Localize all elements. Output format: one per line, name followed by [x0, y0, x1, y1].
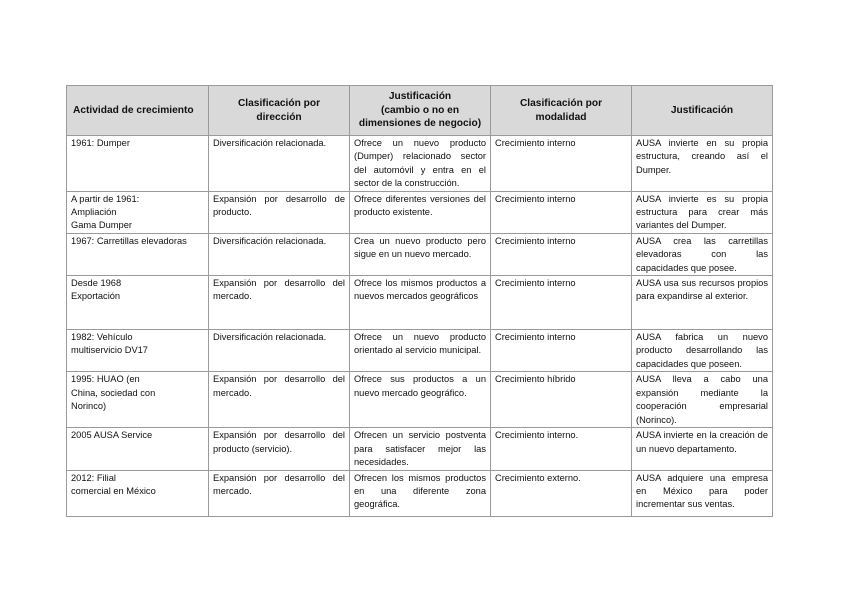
header-justificacion-modalidad: Justificación	[632, 86, 773, 136]
cell-direccion: Diversificación relacionada.	[209, 136, 350, 192]
cell-justificacion-modalidad: AUSA fabrica un nuevo producto desarrollando las capacidades que poseen.	[632, 330, 773, 372]
cell-justificacion-modalidad: AUSA invierte en su propia estructura, creando así el Dumper.	[632, 136, 773, 192]
cell-justificacion-dimension: Ofrecen un servicio postventa para satisfacer mejor las necesidades.	[350, 428, 491, 470]
cell-actividad: 1995: HUAO (en China, sociedad con Norinco)	[67, 372, 209, 428]
header-justificacion-dimension: Justificación (cambio o no en dimensiones de negocio)	[350, 86, 491, 136]
cell-direccion: Diversificación relacionada.	[209, 233, 350, 275]
cell-justificacion-modalidad: AUSA crea las carretillas elevadoras con las capacidades que posee.	[632, 233, 773, 275]
cell-actividad: 1961: Dumper	[67, 136, 209, 192]
cell-direccion: Diversificación relacionada.	[209, 330, 350, 372]
cell-justificacion-dimension: Ofrece los mismos productos a nuevos mercados geográficos	[350, 276, 491, 330]
cell-justificacion-dimension: Ofrecen los mismos productos en una diferente zona geográfica.	[350, 470, 491, 516]
header-clasificacion-modalidad: Clasificación por modalidad	[491, 86, 632, 136]
cell-modalidad: Crecimiento interno	[491, 330, 632, 372]
cell-modalidad: Crecimiento híbrido	[491, 372, 632, 428]
cell-modalidad: Crecimiento interno	[491, 136, 632, 192]
table-row	[67, 233, 773, 275]
cell-justificacion-modalidad: AUSA usa sus recursos propios para expandirse al exterior.	[632, 276, 773, 330]
cell-actividad: Desde 1968 Exportación	[67, 276, 209, 330]
cell-justificacion-modalidad: AUSA invierte en la creación de un nuevo departamento.	[632, 428, 773, 470]
cell-actividad: 1982: Vehículo multiservicio DV17	[67, 330, 209, 372]
table-row	[67, 276, 773, 330]
cell-justificacion-dimension: Ofrece un nuevo producto (Dumper) relacionado sector del automóvil y entra en el sector de la construcción.	[350, 136, 491, 192]
cell-justificacion-modalidad: AUSA lleva a cabo una expansión mediante la cooperación empresarial (Norinco).	[632, 372, 773, 428]
cell-actividad: 2012: Filial comercial en México	[67, 470, 209, 516]
cell-justificacion-modalidad: AUSA invierte es su propia estructura para crear más variantes del Dumper.	[632, 191, 773, 233]
cell-direccion: Expansión por desarrollo del mercado.	[209, 276, 350, 330]
cell-justificacion-dimension: Crea un nuevo producto pero sigue en un nuevo mercado.	[350, 233, 491, 275]
cell-direccion: Expansión por desarrollo del mercado.	[209, 372, 350, 428]
cell-justificacion-modalidad: AUSA adquiere una empresa en México para poder incrementar sus ventas.	[632, 470, 773, 516]
cell-modalidad: Crecimiento interno.	[491, 428, 632, 470]
cell-modalidad: Crecimiento interno	[491, 276, 632, 330]
cell-justificacion-dimension: Ofrece sus productos a un nuevo mercado geográfico.	[350, 372, 491, 428]
header-actividad: Actividad de crecimiento	[67, 86, 209, 136]
cell-modalidad: Crecimiento interno	[491, 191, 632, 233]
cell-actividad: 2005 AUSA Service	[67, 428, 209, 470]
table-row	[67, 191, 773, 233]
table-row	[67, 136, 773, 192]
cell-modalidad: Crecimiento interno	[491, 233, 632, 275]
growth-activities-table	[66, 85, 773, 517]
table-header-row	[67, 86, 773, 136]
cell-direccion: Expansión por desarrollo del producto (servicio).	[209, 428, 350, 470]
cell-modalidad: Crecimiento externo.	[491, 470, 632, 516]
cell-actividad: A partir de 1961: Ampliación Gama Dumper	[67, 191, 209, 233]
cell-justificacion-dimension: Ofrece un nuevo producto orientado al servicio municipal.	[350, 330, 491, 372]
table-row	[67, 428, 773, 470]
cell-actividad: 1967: Carretillas elevadoras	[67, 233, 209, 275]
table-row	[67, 470, 773, 516]
table-row	[67, 330, 773, 372]
table-row	[67, 372, 773, 428]
cell-direccion: Expansión por desarrollo de producto.	[209, 191, 350, 233]
cell-justificacion-dimension: Ofrece diferentes versiones del producto existente.	[350, 191, 491, 233]
header-clasificacion-direccion: Clasificación por dirección	[209, 86, 350, 136]
cell-direccion: Expansión por desarrollo del mercado.	[209, 470, 350, 516]
